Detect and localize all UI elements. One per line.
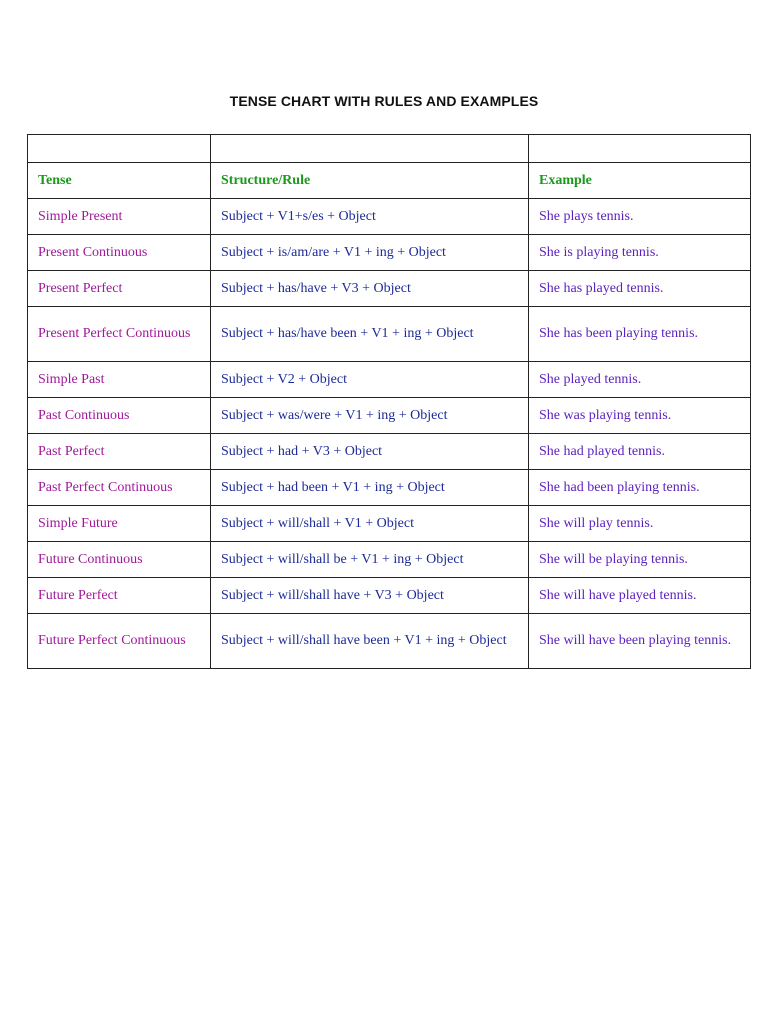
- tense-cell: Past Perfect: [28, 434, 211, 470]
- tense-cell: Future Perfect: [28, 578, 211, 614]
- example-cell: She will be playing tennis.: [529, 542, 751, 578]
- table-row: [28, 614, 751, 669]
- rule-cell: Subject + will/shall be + V1 + ing + Object: [211, 542, 529, 578]
- table-row: [28, 578, 751, 614]
- example-cell: She plays tennis.: [529, 199, 751, 235]
- rule-cell: Subject + V2 + Object: [211, 362, 529, 398]
- tense-cell: Past Perfect Continuous: [28, 470, 211, 506]
- example-cell: She played tennis.: [529, 362, 751, 398]
- rule-cell: Subject + V1+s/es + Object: [211, 199, 529, 235]
- table-blank-row: [28, 135, 751, 163]
- table-row: [28, 398, 751, 434]
- table-row: [28, 362, 751, 398]
- tense-cell: Present Continuous: [28, 235, 211, 271]
- table-row: [28, 470, 751, 506]
- table-row: [28, 506, 751, 542]
- table-row: [28, 434, 751, 470]
- example-cell: She has been playing tennis.: [529, 307, 751, 362]
- tense-cell: Simple Present: [28, 199, 211, 235]
- example-cell: She is playing tennis.: [529, 235, 751, 271]
- tense-cell: Present Perfect: [28, 271, 211, 307]
- table-row: [28, 542, 751, 578]
- example-cell: She had been playing tennis.: [529, 470, 751, 506]
- tense-cell: Past Continuous: [28, 398, 211, 434]
- tense-cell: Future Perfect Continuous: [28, 614, 211, 669]
- rule-cell: Subject + was/were + V1 + ing + Object: [211, 398, 529, 434]
- header-example: Example: [529, 163, 751, 199]
- rule-cell: Subject + has/have been + V1 + ing + Object: [211, 307, 529, 362]
- header-tense: Tense: [28, 163, 211, 199]
- rule-cell: Subject + will/shall have been + V1 + ing + Object: [211, 614, 529, 669]
- table-row: [28, 199, 751, 235]
- rule-cell: Subject + will/shall + V1 + Object: [211, 506, 529, 542]
- table-row: [28, 235, 751, 271]
- blank-cell: [28, 135, 211, 163]
- table-row: [28, 271, 751, 307]
- header-rule: Structure/Rule: [211, 163, 529, 199]
- example-cell: She will play tennis.: [529, 506, 751, 542]
- rule-cell: Subject + will/shall have + V3 + Object: [211, 578, 529, 614]
- blank-cell: [211, 135, 529, 163]
- tense-cell: Simple Past: [28, 362, 211, 398]
- rule-cell: Subject + has/have + V3 + Object: [211, 271, 529, 307]
- table-header-row: [28, 163, 751, 199]
- example-cell: She will have been playing tennis.: [529, 614, 751, 669]
- tense-table: [27, 134, 751, 669]
- tense-cell: Present Perfect Continuous: [28, 307, 211, 362]
- rule-cell: Subject + had been + V1 + ing + Object: [211, 470, 529, 506]
- table-row: [28, 307, 751, 362]
- example-cell: She will have played tennis.: [529, 578, 751, 614]
- example-cell: She was playing tennis.: [529, 398, 751, 434]
- tense-cell: Simple Future: [28, 506, 211, 542]
- blank-cell: [529, 135, 751, 163]
- rule-cell: Subject + had + V3 + Object: [211, 434, 529, 470]
- tense-cell: Future Continuous: [28, 542, 211, 578]
- example-cell: She had played tennis.: [529, 434, 751, 470]
- rule-cell: Subject + is/am/are + V1 + ing + Object: [211, 235, 529, 271]
- example-cell: She has played tennis.: [529, 271, 751, 307]
- document-title: TENSE CHART WITH RULES AND EXAMPLES: [229, 93, 539, 109]
